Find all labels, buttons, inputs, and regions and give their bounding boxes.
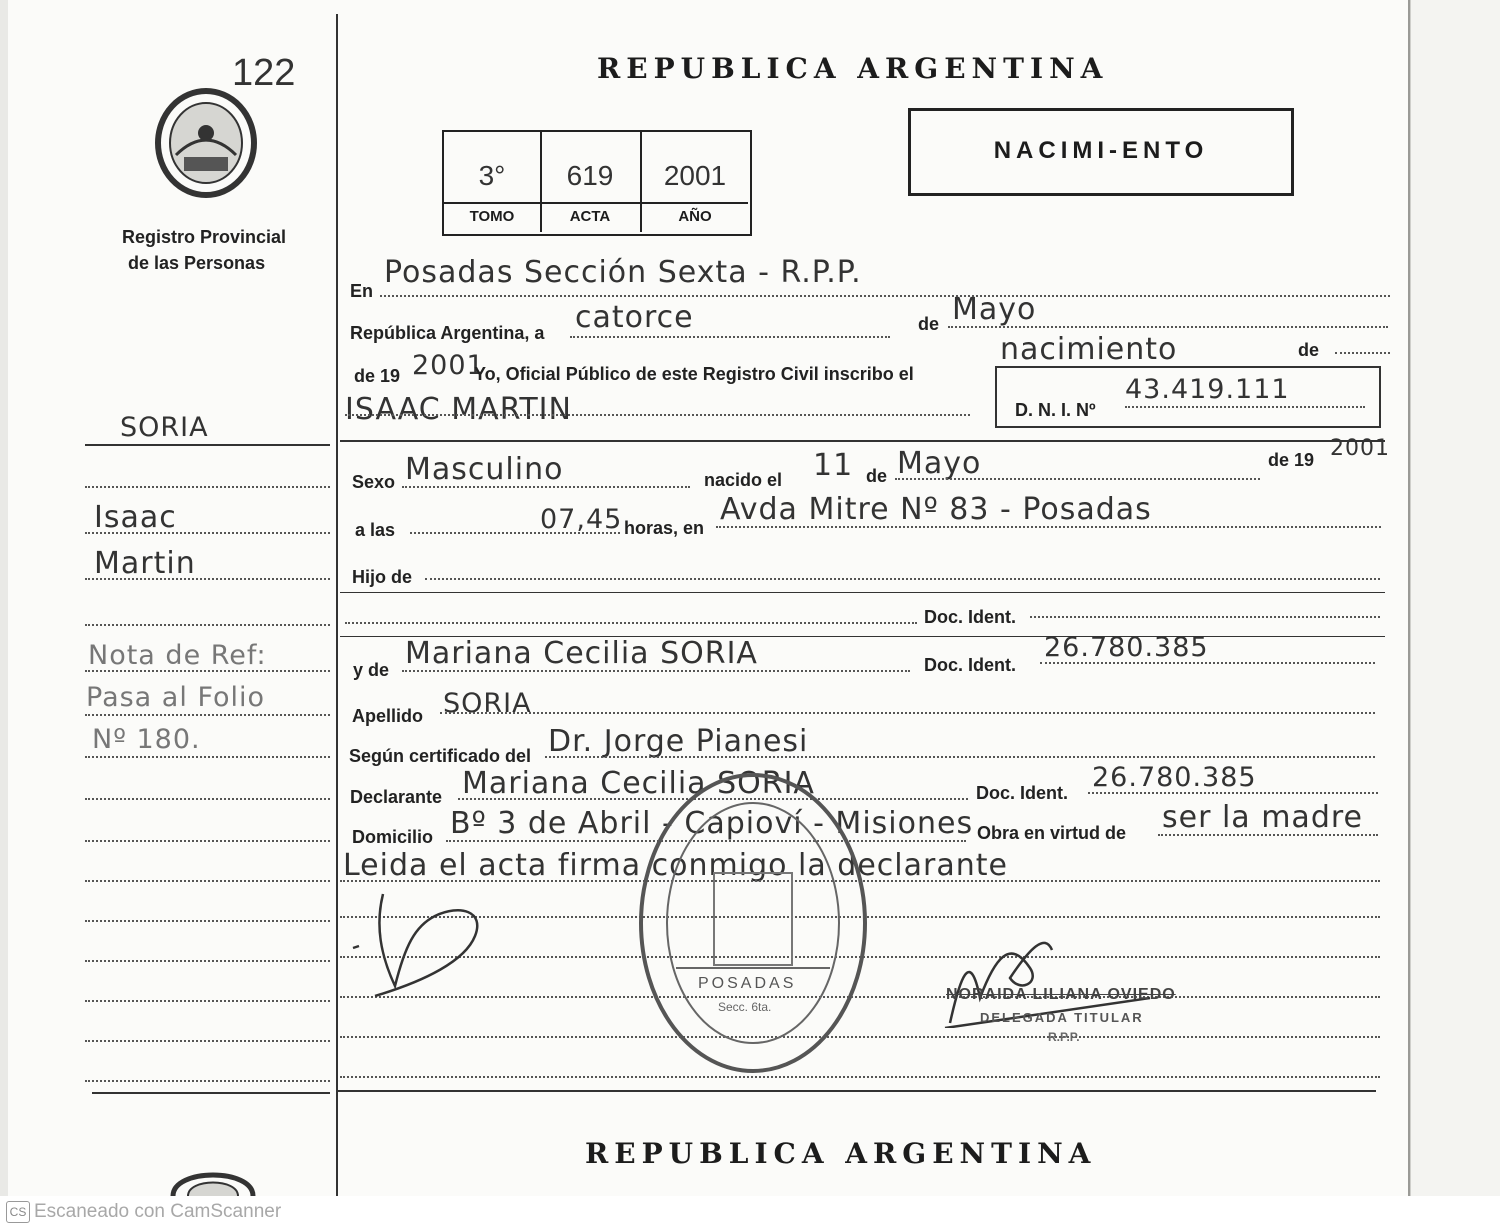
nacido-label: nacido el bbox=[704, 470, 783, 490]
declarante-label: Declarante bbox=[350, 787, 443, 807]
mother-doc-value: 26.780.385 bbox=[1044, 632, 1209, 663]
acta-value: 619 bbox=[566, 160, 614, 191]
hijo-label: Hijo de bbox=[352, 567, 413, 587]
ano-label: AÑO bbox=[678, 208, 712, 225]
hour-value: 07,45 bbox=[540, 504, 623, 535]
day-value: catorce bbox=[575, 300, 694, 335]
declarant-signature-icon bbox=[345, 886, 495, 1006]
scanner-caption: Escaneado con CamScanner bbox=[34, 1201, 282, 1222]
declarant-doc-value: 26.780.385 bbox=[1092, 762, 1257, 793]
acta-label: ACTA bbox=[569, 208, 611, 225]
official-role: DELEGADA TITULAR bbox=[980, 1010, 1144, 1025]
official-org: R.P.P. bbox=[1048, 1030, 1080, 1044]
tomo-value: 3° bbox=[478, 160, 506, 191]
ano-value: 2001 bbox=[663, 160, 727, 191]
margin-name1: Isaac bbox=[94, 500, 177, 535]
bottom-title: REPUBLICA ARGENTINA bbox=[585, 1137, 1097, 1170]
ano-cell bbox=[642, 132, 748, 232]
camscanner-logo: CS bbox=[6, 1201, 30, 1223]
act-value: nacimiento bbox=[1000, 332, 1178, 367]
capacity-value: ser la madre bbox=[1162, 800, 1363, 835]
y-de-label: y de bbox=[353, 660, 390, 680]
doctor-value: Dr. Jorge Pianesi bbox=[548, 724, 809, 759]
dni-value: 43.419.111 bbox=[1125, 374, 1290, 405]
year-value: 2001 bbox=[412, 350, 485, 381]
margin-surname: SORIA bbox=[120, 412, 209, 443]
de-end-label: de bbox=[1298, 340, 1320, 360]
page-edge bbox=[1410, 0, 1500, 1196]
birthplace-value: Avda Mitre Nº 83 - Posadas bbox=[720, 492, 1152, 527]
stamp-sub: Secc. 6ta. bbox=[718, 1000, 772, 1014]
apellido-label: Apellido bbox=[352, 706, 423, 726]
dni-label: D. N. I. Nº bbox=[1015, 400, 1096, 420]
registry-line1: Registro Provincial bbox=[122, 227, 287, 247]
margin-note1: Nota de Ref: bbox=[88, 640, 267, 671]
month-value: Mayo bbox=[952, 292, 1037, 327]
certificado-label: Según certificado del bbox=[349, 746, 532, 766]
page-number: 122 bbox=[232, 52, 296, 94]
de19-label: de 19 bbox=[354, 366, 401, 386]
margin-note3: Nº 180. bbox=[92, 724, 201, 755]
official-stamp-icon bbox=[636, 768, 870, 1078]
provincial-seal-icon bbox=[150, 85, 262, 200]
nacido-de-label: de bbox=[866, 466, 888, 486]
tomo-label: TOMO bbox=[469, 208, 515, 225]
margin-divider bbox=[336, 14, 338, 1196]
record-type-box bbox=[908, 108, 1294, 196]
sexo-label: Sexo bbox=[352, 472, 396, 492]
place-value: Posadas Sección Sexta - R.P.P. bbox=[384, 255, 862, 290]
dni-box bbox=[995, 366, 1381, 428]
official-name: NORAIDA LILIANA OVIEDO bbox=[946, 986, 1176, 1003]
de-label: de bbox=[918, 314, 940, 334]
a-las-label: a las bbox=[355, 520, 396, 540]
doc-ident-label-mother: Doc. Ident. bbox=[924, 655, 1017, 675]
closing-statement: Leida el acta firma conmigo la declarante bbox=[343, 848, 1008, 883]
page-title: REPUBLICA ARGENTINA bbox=[597, 52, 1109, 85]
tomo-cell bbox=[444, 132, 542, 232]
horas-label: horas, en bbox=[624, 518, 705, 538]
doc-ident-label-declarant: Doc. Ident. bbox=[976, 783, 1069, 803]
acta-cell bbox=[540, 132, 642, 232]
record-type: NACIMI-ENTO bbox=[993, 137, 1209, 164]
provincial-seal-partial-icon bbox=[168, 1158, 258, 1196]
margin-name2: Martin bbox=[94, 546, 196, 581]
record-box bbox=[442, 130, 752, 236]
stamp-city: POSADAS bbox=[698, 975, 797, 992]
sex-value: Masculino bbox=[405, 452, 564, 487]
domicilio-label: Domicilio bbox=[352, 827, 434, 847]
birth-year-value: 2001 bbox=[1330, 436, 1390, 461]
declarant-value: Mariana Cecilia SORIA bbox=[462, 766, 815, 801]
margin-note2: Pasa al Folio bbox=[86, 682, 266, 713]
scanner-footer bbox=[0, 1196, 1500, 1231]
republica-label: República Argentina, a bbox=[350, 323, 545, 343]
en-label: En bbox=[350, 281, 374, 301]
nacido-de19-label: de 19 bbox=[1268, 450, 1315, 470]
obra-label: Obra en virtud de bbox=[977, 823, 1127, 843]
yo-label: Yo, Oficial Público de este Registro Civil inscribo el bbox=[474, 364, 914, 384]
mother-value: Mariana Cecilia SORIA bbox=[405, 636, 758, 671]
surname-value: SORIA bbox=[443, 688, 532, 719]
birth-month-value: Mayo bbox=[897, 446, 982, 481]
birth-day-value: 11 bbox=[813, 448, 854, 483]
address-value: Bº 3 de Abril - Capioví - Misiones bbox=[450, 806, 974, 841]
doc-ident-label-father: Doc. Ident. bbox=[924, 607, 1017, 627]
full-name-value: ISAAC MARTIN bbox=[345, 392, 572, 427]
registry-line2: de las Personas bbox=[128, 253, 266, 273]
